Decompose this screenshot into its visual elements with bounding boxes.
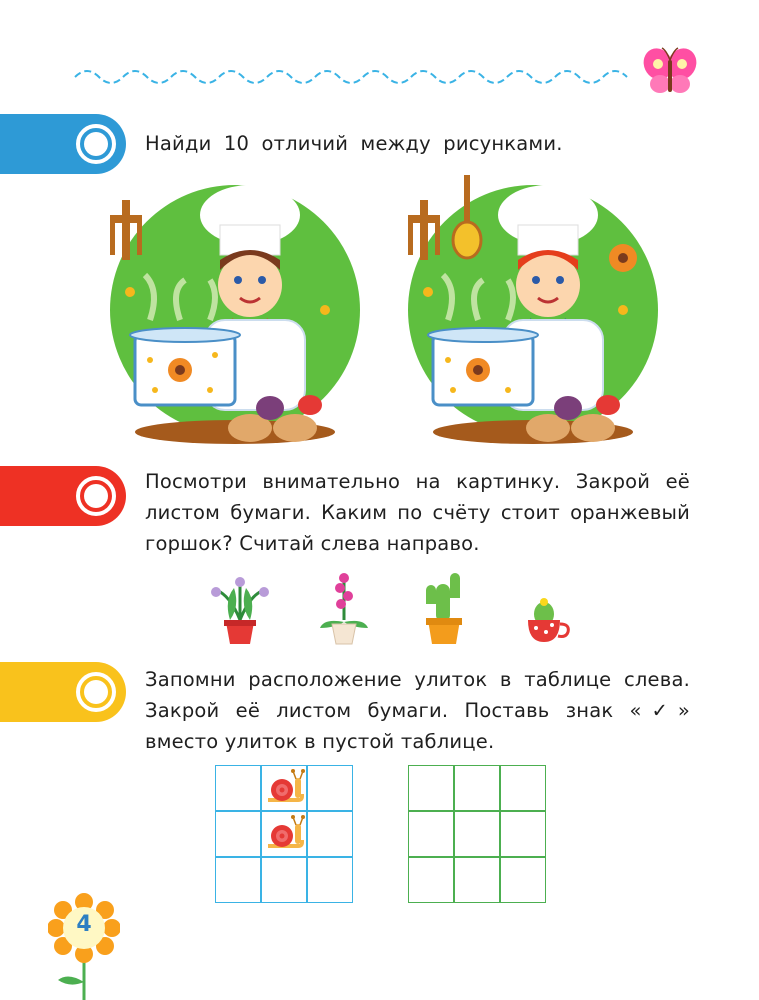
- grid-cell[interactable]: [408, 857, 454, 903]
- grid-cell[interactable]: [500, 857, 546, 903]
- task-3-text: Запомни расположение улиток в таблице слева. Закрой её листом бумаги. Поставь знак «✓» вместо улиток в пустой таблице.: [145, 668, 690, 753]
- task-marker-3: [0, 662, 126, 722]
- cactus-red-cup: [524, 594, 570, 644]
- bluebell-plant-red-pot: [208, 570, 272, 646]
- grid-cell: [215, 811, 261, 857]
- grid-cell: [261, 857, 307, 903]
- grid-cell: [307, 811, 353, 857]
- task-1-text: Найди 10 отличий между рисунками.: [145, 132, 563, 155]
- dot-icon: [84, 680, 108, 704]
- dot-icon: [84, 132, 108, 156]
- chef-right-picture: [408, 170, 658, 450]
- snail-icon: [262, 766, 306, 810]
- grid-cell[interactable]: [454, 857, 500, 903]
- snail-icon: [262, 812, 306, 856]
- grid-cell[interactable]: [500, 811, 546, 857]
- grid-cell: [215, 857, 261, 903]
- dot-icon: [84, 484, 108, 508]
- grid-cell[interactable]: [500, 765, 546, 811]
- cactus-orange-pot: [414, 564, 474, 646]
- page-number: 4: [76, 912, 92, 937]
- flower-page-number-icon: [48, 892, 120, 1000]
- chef-left-picture: [110, 170, 360, 450]
- grid-cell: [307, 857, 353, 903]
- task-marker-2: [0, 466, 126, 526]
- grid-cell: [307, 765, 353, 811]
- task-2-text: Посмотри внимательно на картинку. Закрой её листом бумаги. Каким по счёту стоит оранжевый горшок? Считай слева направо.: [145, 470, 690, 555]
- grid-cell[interactable]: [408, 765, 454, 811]
- grid-cell[interactable]: [454, 811, 500, 857]
- empty-grid-right: [408, 765, 546, 903]
- butterfly-icon: [640, 42, 700, 102]
- grid-cell[interactable]: [454, 765, 500, 811]
- grid-cell: [261, 811, 307, 857]
- snail-grid-left: [215, 765, 353, 903]
- grid-cell[interactable]: [408, 811, 454, 857]
- task-marker-1: [0, 114, 126, 174]
- wavy-line-decoration: [70, 62, 650, 92]
- grid-cell: [261, 765, 307, 811]
- grid-cell: [215, 765, 261, 811]
- pink-orchid-white-pot: [316, 568, 372, 646]
